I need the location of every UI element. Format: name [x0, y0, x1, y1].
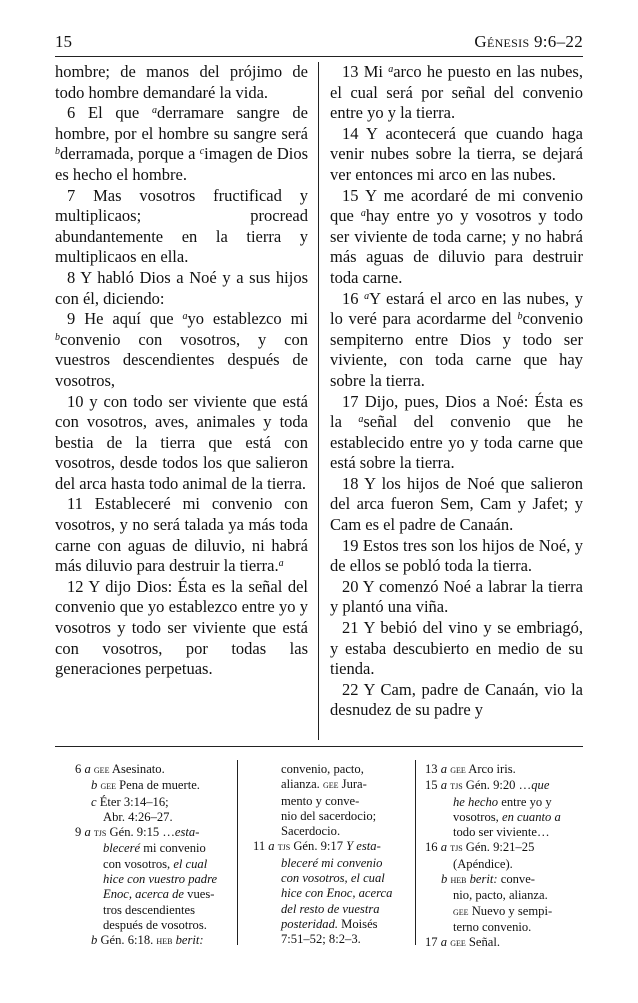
- verse-paragraph: 8 Y habló Dios a Noé y a sus hijos con él, diciendo:: [55, 267, 308, 308]
- verse-paragraph: 10 y con todo ser viviente que está con vosotros, aves, animales y toda bestia de la tierra que está con vosotros, desde todos los que salieron del arca hasta todo animal de la tierra.: [55, 391, 308, 493]
- footnote-column-2: [253, 762, 408, 948]
- footnote-column-3: [425, 762, 585, 952]
- footnote-line: alianza. gee Jura-: [281, 777, 367, 792]
- column-divider: [318, 62, 319, 740]
- footnote-line: nio del sacerdocio;: [281, 808, 377, 823]
- footnote-line: convenio, pacto,: [281, 762, 364, 776]
- footnote-line: 9 a tjs Gén. 9:15 …esta-: [75, 825, 200, 840]
- footnote-line: después de vosotros.: [103, 917, 207, 932]
- footnote-line: c Éter 3:14–16;: [91, 794, 169, 809]
- verse-paragraph: 22 Y Cam, padre de Canaán, vio la desnudez de su padre y: [330, 679, 583, 720]
- verse-paragraph: 17 Dijo, pues, Dios a Noé: Ésta es la $^a$señal del convenio que he establecido entre yo y toda carne que está sobre la tierra.: [330, 391, 583, 473]
- page-number: 15: [55, 32, 72, 51]
- footnote-line: vosotros, en cuanto a: [453, 809, 561, 824]
- verse-paragraph: 13 Mi $^a$arco he puesto en las nubes, el cual será por señal del convenio entre yo y la tierra.: [330, 62, 583, 123]
- verse-paragraph: 6 El que $^a$derramare sangre de hombre, por el hombre su sangre será $^b$derramada, porque a $^c$imagen de Dios es hecho el hombre.: [55, 103, 309, 184]
- footnote-line: 13 a gee Arco iris.: [425, 762, 516, 776]
- footnote-line: posteridad. Moisés: [281, 916, 378, 931]
- footnote-line: he hecho entre yo y: [453, 794, 552, 809]
- footnote-line: b gee Pena de muerte.: [91, 778, 200, 793]
- footnote-line: hice con Enoc, acerca: [281, 886, 393, 901]
- footnote-line: 11 a tjs Gén. 9:17 Y esta-: [253, 839, 381, 854]
- right-text-column: [330, 62, 583, 721]
- verse-paragraph: 11 Estableceré mi convenio con vosotros, y no será talada ya más toda carne con aguas de diluvio, ni habrá más diluvio para destruir la tierra.$^a$: [55, 494, 308, 576]
- footnote-line: bleceré mi convenio: [103, 841, 206, 856]
- verse-paragraph: 20 Y comenzó Noé a labrar la tierra y plantó una viña.: [330, 576, 583, 617]
- verse-paragraph: hombre; de manos del prójimo de todo hombre demandaré la vida.: [55, 62, 308, 102]
- verse-paragraph: 21 Y bebió del vino y se embriagó, y estaba descubierto en medio de su tienda.: [330, 618, 583, 679]
- verse-paragraph: 14 Y acontecerá que cuando haga venir nubes sobre la tierra, se dejará ver entonces mi arco en las nubes.: [330, 123, 583, 184]
- left-text-column: [55, 62, 308, 680]
- footnote-line: con vosotros, el cual: [103, 856, 208, 871]
- footnote-line: 17 a gee Señal.: [425, 935, 501, 950]
- footnote-line: b heb berit: conve-: [441, 872, 536, 887]
- page-header: [55, 32, 583, 56]
- footnote-rule: [55, 746, 583, 747]
- footnote-divider-2: [415, 760, 416, 945]
- verse-paragraph: 9 He aquí que $^a$yo establezco mi $^b$convenio con vosotros, y con vuestros descendientes después de vosotros,: [55, 309, 308, 390]
- verse-paragraph: 12 Y dijo Dios: Ésta es la señal del convenio que yo establezco entre yo y vosotros y todo ser viviente que está con vosotros, por todas las generaciones perpetuas.: [55, 576, 308, 679]
- footnote-line: (Apéndice).: [453, 856, 513, 871]
- footnote-line: del resto de vuestra: [281, 901, 380, 916]
- footnote-line: 15 a tjs Gén. 9:20 …que: [425, 778, 550, 793]
- footnote-column-1: [75, 762, 227, 950]
- footnote-line: b Gén. 6:18. heb berit:: [91, 933, 204, 948]
- verse-paragraph: 15 Y me acordaré de mi convenio que $^a$hay entre yo y vosotros y todo ser viviente de toda carne; y no habrá más aguas de diluvio para destruir toda carne.: [330, 185, 583, 287]
- footnote-line: Abr. 4:26–27.: [103, 809, 173, 824]
- footnote-line: Sacerdocio.: [281, 824, 341, 839]
- verse-paragraph: 16 $^a$Y estará el arco en las nubes, y lo veré para acordarme del $^b$convenio sempiterno entre Dios y todo ser viviente, con toda carne que hay sobre la tierra.: [330, 288, 583, 390]
- footnote-line: hice con vuestro padre: [103, 872, 218, 887]
- verse-paragraph: 19 Estos tres son los hijos de Noé, y de ellos se pobló toda la tierra.: [330, 535, 583, 576]
- header-rule: [55, 56, 583, 57]
- running-head-text: Génesis 9:6–22: [474, 32, 583, 51]
- footnote-line: tros descendientes: [103, 902, 195, 917]
- verse-paragraph: 18 Y los hijos de Noé que salieron del arca fueron Sem, Cam y Jafet; y Cam es el padre de Canaán.: [330, 473, 583, 535]
- verse-paragraph: 7 Mas vosotros fructificad y multiplicaos; procread abundantemente en la tierra y multiplicaos en ella.: [55, 185, 308, 267]
- footnote-line: 6 a gee Asesinato.: [75, 762, 165, 776]
- footnote-line: nio, pacto, alianza.: [453, 888, 548, 903]
- footnote-line: con vosotros, el cual: [281, 871, 385, 886]
- footnote-divider-1: [237, 760, 238, 945]
- footnote-line: 16 a tjs Gén. 9:21–25: [425, 840, 535, 855]
- footnote-line: mento y conve-: [281, 793, 360, 808]
- footnote-line: 7:51–52; 8:2–3.: [281, 932, 361, 947]
- footnote-line: gee Nuevo y sempi-: [453, 903, 553, 918]
- footnote-line: todo ser viviente…: [453, 825, 550, 840]
- footnote-line: Enoc, acerca de vues-: [103, 887, 215, 902]
- footnote-line: bleceré mi convenio: [281, 855, 383, 870]
- footnote-line: terno convenio.: [453, 919, 532, 934]
- running-head: [474, 32, 583, 52]
